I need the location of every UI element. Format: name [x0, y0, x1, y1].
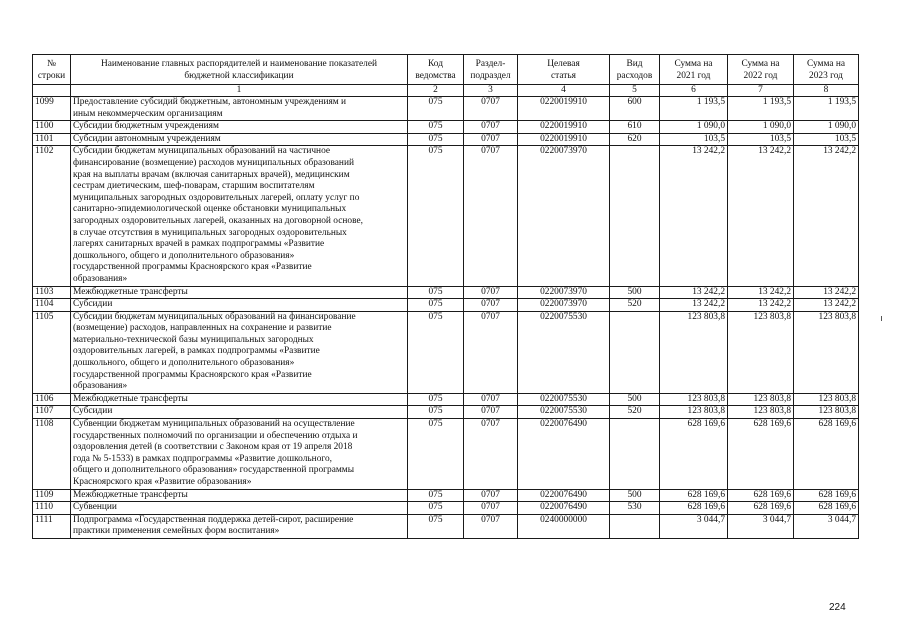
column-number: 7	[728, 85, 794, 97]
row-sum-2023: 628 169,6	[794, 502, 859, 515]
row-section: 0707	[464, 286, 518, 299]
name-line: Межбюджетные трансферты	[73, 286, 188, 297]
row-number: 1108	[33, 419, 71, 490]
table-row	[33, 299, 859, 312]
page-number: 224	[829, 602, 846, 613]
name-line: государственных полномочий по организации и обеспечению отдыха и	[73, 430, 358, 441]
name-line: государственной программы Красноярского края «Развитие	[73, 369, 312, 380]
name-line: Красноярского края «Развитие образования»	[73, 477, 252, 487]
row-name	[71, 393, 408, 406]
row-number: 1105	[33, 311, 71, 393]
table-row	[33, 311, 859, 393]
row-expense-type	[610, 146, 660, 286]
name-line: дошкольного, общего и дополнительного образования»	[73, 358, 295, 369]
row-sum-2023: 628 169,6	[794, 419, 859, 490]
row-sum-2023: 13 242,2	[794, 286, 859, 299]
row-sum-2021: 628 169,6	[660, 419, 728, 490]
row-sum-2022: 13 242,2	[728, 146, 794, 286]
row-name	[71, 419, 408, 490]
row-target-article: 0240000000	[518, 514, 610, 538]
header-section: Раздел- подраздел	[464, 55, 518, 85]
column-number	[33, 85, 71, 97]
row-name	[71, 286, 408, 299]
name-line: оздоровительных лагерей, в рамках подпрограммы «Развитие	[73, 346, 320, 357]
row-target-article: 0220073970	[518, 146, 610, 286]
row-target-article: 0220075530	[518, 311, 610, 393]
table-row	[33, 419, 859, 490]
row-name	[71, 514, 408, 538]
row-dept-code: 075	[408, 133, 464, 146]
row-sum-2023: 13 242,2	[794, 146, 859, 286]
column-number: 6	[660, 85, 728, 97]
row-section: 0707	[464, 133, 518, 146]
header-dept-code: Код ведомства	[408, 55, 464, 85]
row-name	[71, 97, 408, 121]
name-line: края на выплаты врачам (включая санитарных врачей), медицинским	[73, 169, 350, 180]
row-target-article: 0220075530	[518, 393, 610, 406]
row-sum-2022: 628 169,6	[728, 489, 794, 502]
row-sum-2023: 1 090,0	[794, 121, 859, 134]
row-target-article: 0220019910	[518, 133, 610, 146]
row-dept-code: 075	[408, 393, 464, 406]
row-sum-2022: 103,5	[728, 133, 794, 146]
row-sum-2023: 123 803,8	[794, 393, 859, 406]
row-number: 1109	[33, 489, 71, 502]
row-section: 0707	[464, 146, 518, 286]
row-section: 0707	[464, 419, 518, 490]
table-row	[33, 121, 859, 134]
name-line: оздоровления детей (в соответствии с Законом края от 19 апреля 2018	[73, 442, 353, 453]
row-section: 0707	[464, 97, 518, 121]
row-dept-code: 075	[408, 121, 464, 134]
row-target-article: 0220019910	[518, 97, 610, 121]
table-row	[33, 406, 859, 419]
row-sum-2021: 123 803,8	[660, 311, 728, 393]
row-sum-2021: 123 803,8	[660, 393, 728, 406]
row-name	[71, 489, 408, 502]
row-dept-code: 075	[408, 286, 464, 299]
row-section: 0707	[464, 502, 518, 515]
row-expense-type	[610, 419, 660, 490]
row-number: 1103	[33, 286, 71, 299]
name-line: практики применения семейных форм воспитания»	[73, 526, 280, 537]
row-expense-type: 530	[610, 502, 660, 515]
row-sum-2021: 13 242,2	[660, 286, 728, 299]
row-sum-2021: 1 090,0	[660, 121, 728, 134]
table-row	[33, 502, 859, 515]
name-line: материально-технической базы муниципальных загородных	[73, 334, 314, 345]
column-number: 2	[408, 85, 464, 97]
row-sum-2022: 123 803,8	[728, 393, 794, 406]
name-line: иным некоммерческим организациям	[73, 108, 223, 119]
column-number: 8	[794, 85, 859, 97]
row-dept-code: 075	[408, 406, 464, 419]
row-dept-code: 075	[408, 97, 464, 121]
name-line: государственной программы Красноярского края «Развитие	[73, 262, 312, 273]
row-target-article: 0220073970	[518, 286, 610, 299]
header-sum-2023: Сумма на 2023 год	[794, 55, 859, 85]
row-sum-2022: 123 803,8	[728, 311, 794, 393]
margin-mark	[881, 316, 882, 321]
row-target-article: 0220076490	[518, 419, 610, 490]
table-row	[33, 393, 859, 406]
table-header	[33, 55, 859, 85]
row-number: 1100	[33, 121, 71, 134]
row-sum-2022: 13 242,2	[728, 299, 794, 312]
table-row	[33, 286, 859, 299]
row-target-article: 0220019910	[518, 121, 610, 134]
row-target-article: 0220075530	[518, 406, 610, 419]
row-dept-code: 075	[408, 502, 464, 515]
row-expense-type: 520	[610, 406, 660, 419]
row-expense-type	[610, 311, 660, 393]
row-section: 0707	[464, 406, 518, 419]
column-numbers-row	[33, 85, 859, 97]
row-name	[71, 121, 408, 134]
name-line: общего и дополнительного образования» государственной программы	[73, 465, 355, 476]
row-dept-code: 075	[408, 514, 464, 538]
row-sum-2023: 123 803,8	[794, 406, 859, 419]
name-line: Подпрограмма «Государственная поддержка детей-сирот, расширение	[73, 514, 354, 525]
name-line: финансирование (возмещение) расходов муниципальных образований	[73, 157, 354, 168]
header-sum-2022: Сумма на 2022 год	[728, 55, 794, 85]
row-sum-2023: 628 169,6	[794, 489, 859, 502]
table-body	[33, 85, 859, 539]
row-number: 1107	[33, 406, 71, 419]
name-line: Субвенции	[73, 502, 117, 513]
row-name	[71, 133, 408, 146]
row-section: 0707	[464, 121, 518, 134]
column-number: 4	[518, 85, 610, 97]
row-target-article: 0220073970	[518, 299, 610, 312]
row-expense-type: 620	[610, 133, 660, 146]
row-sum-2022: 1 193,5	[728, 97, 794, 121]
row-dept-code: 075	[408, 419, 464, 490]
name-line: муниципальных загородных оздоровительных лагерей, оплату услуг по	[73, 192, 360, 203]
name-line: Межбюджетные трансферты	[73, 489, 188, 500]
row-sum-2021: 123 803,8	[660, 406, 728, 419]
row-section: 0707	[464, 514, 518, 538]
row-sum-2022: 3 044,7	[728, 514, 794, 538]
row-sum-2022: 628 169,6	[728, 419, 794, 490]
name-line: Субсидии бюджетам муниципальных образований на частичное	[73, 146, 331, 157]
row-dept-code: 075	[408, 299, 464, 312]
row-section: 0707	[464, 299, 518, 312]
row-name	[71, 146, 408, 286]
row-dept-code: 075	[408, 311, 464, 393]
row-expense-type: 520	[610, 299, 660, 312]
row-sum-2023: 103,5	[794, 133, 859, 146]
name-line: образования»	[73, 381, 128, 392]
name-line: Субсидии	[73, 406, 113, 417]
name-line: Субсидии автономным учреждениям	[73, 133, 221, 144]
header-sum-2021: Сумма на 2021 год	[660, 55, 728, 85]
row-sum-2021: 628 169,6	[660, 502, 728, 515]
header-name: Наименование главных распорядителей и наименование показателей бюджетной классификации	[71, 55, 408, 85]
row-section: 0707	[464, 393, 518, 406]
name-line: Субсидии	[73, 299, 113, 310]
row-name	[71, 299, 408, 312]
row-expense-type: 600	[610, 97, 660, 121]
name-line: Субвенции бюджетам муниципальных образований на осуществление	[73, 419, 355, 430]
column-number: 5	[610, 85, 660, 97]
row-sum-2021: 3 044,7	[660, 514, 728, 538]
row-sum-2023: 123 803,8	[794, 311, 859, 393]
row-sum-2021: 628 169,6	[660, 489, 728, 502]
header-expense-type: Вид расходов	[610, 55, 660, 85]
table-row	[33, 133, 859, 146]
name-line: в случае отсутствия в муниципальных загородных оздоровительных	[73, 227, 347, 238]
row-section: 0707	[464, 311, 518, 393]
budget-table	[32, 54, 859, 539]
name-line: Межбюджетные трансферты	[73, 393, 188, 404]
header-target-article: Целевая статья	[518, 55, 610, 85]
name-line: Субсидии бюджетным учреждениям	[73, 121, 219, 132]
row-sum-2022: 1 090,0	[728, 121, 794, 134]
row-sum-2022: 123 803,8	[728, 406, 794, 419]
table-row	[33, 489, 859, 502]
name-line: санитарно-эпидемиологической оценке обстановки муниципальных	[73, 204, 347, 215]
row-dept-code: 075	[408, 146, 464, 286]
column-number: 1	[71, 85, 408, 97]
row-sum-2023: 13 242,2	[794, 299, 859, 312]
row-number: 1101	[33, 133, 71, 146]
name-line: (возмещение) расходов, направленных на сохранение и развитие	[73, 323, 332, 334]
row-expense-type	[610, 514, 660, 538]
row-target-article: 0220076490	[518, 502, 610, 515]
row-number: 1099	[33, 97, 71, 121]
name-line: Предоставление субсидий бюджетным, автономным учреждениям и	[73, 97, 347, 107]
name-line: дошкольного, общего и дополнительного образования»	[73, 250, 295, 261]
row-expense-type: 500	[610, 393, 660, 406]
row-sum-2022: 628 169,6	[728, 502, 794, 515]
row-name	[71, 502, 408, 515]
row-sum-2021: 1 193,5	[660, 97, 728, 121]
row-expense-type: 610	[610, 121, 660, 134]
name-line: загородных оздоровительных лагерей, оказанных на договорной основе,	[73, 215, 363, 226]
row-expense-type: 500	[610, 489, 660, 502]
row-sum-2021: 13 242,2	[660, 299, 728, 312]
row-sum-2021: 103,5	[660, 133, 728, 146]
row-name	[71, 406, 408, 419]
row-target-article: 0220076490	[518, 489, 610, 502]
row-sum-2023: 1 193,5	[794, 97, 859, 121]
row-number: 1106	[33, 393, 71, 406]
row-section: 0707	[464, 489, 518, 502]
row-name	[71, 311, 408, 393]
row-number: 1102	[33, 146, 71, 286]
row-sum-2022: 13 242,2	[728, 286, 794, 299]
row-sum-2021: 13 242,2	[660, 146, 728, 286]
table-row	[33, 514, 859, 538]
table-row	[33, 146, 859, 286]
row-expense-type: 500	[610, 286, 660, 299]
name-line: Субсидии бюджетам муниципальных образований на финансирование	[73, 311, 356, 322]
name-line: года № 5-1533) в рамках подпрограммы «Развитие дошкольного,	[73, 453, 333, 464]
column-number: 3	[464, 85, 518, 97]
row-sum-2023: 3 044,7	[794, 514, 859, 538]
header-row-number: № строки	[33, 55, 71, 85]
name-line: сестрам диетическим, шеф-поварам, старшим воспитателям	[73, 181, 315, 192]
name-line: образования»	[73, 273, 128, 284]
row-number: 1111	[33, 514, 71, 538]
row-number: 1104	[33, 299, 71, 312]
name-line: лагерях санитарных врачей в рамках подпрограммы «Развитие	[73, 239, 325, 250]
row-number: 1110	[33, 502, 71, 515]
row-dept-code: 075	[408, 489, 464, 502]
table-row	[33, 97, 859, 121]
